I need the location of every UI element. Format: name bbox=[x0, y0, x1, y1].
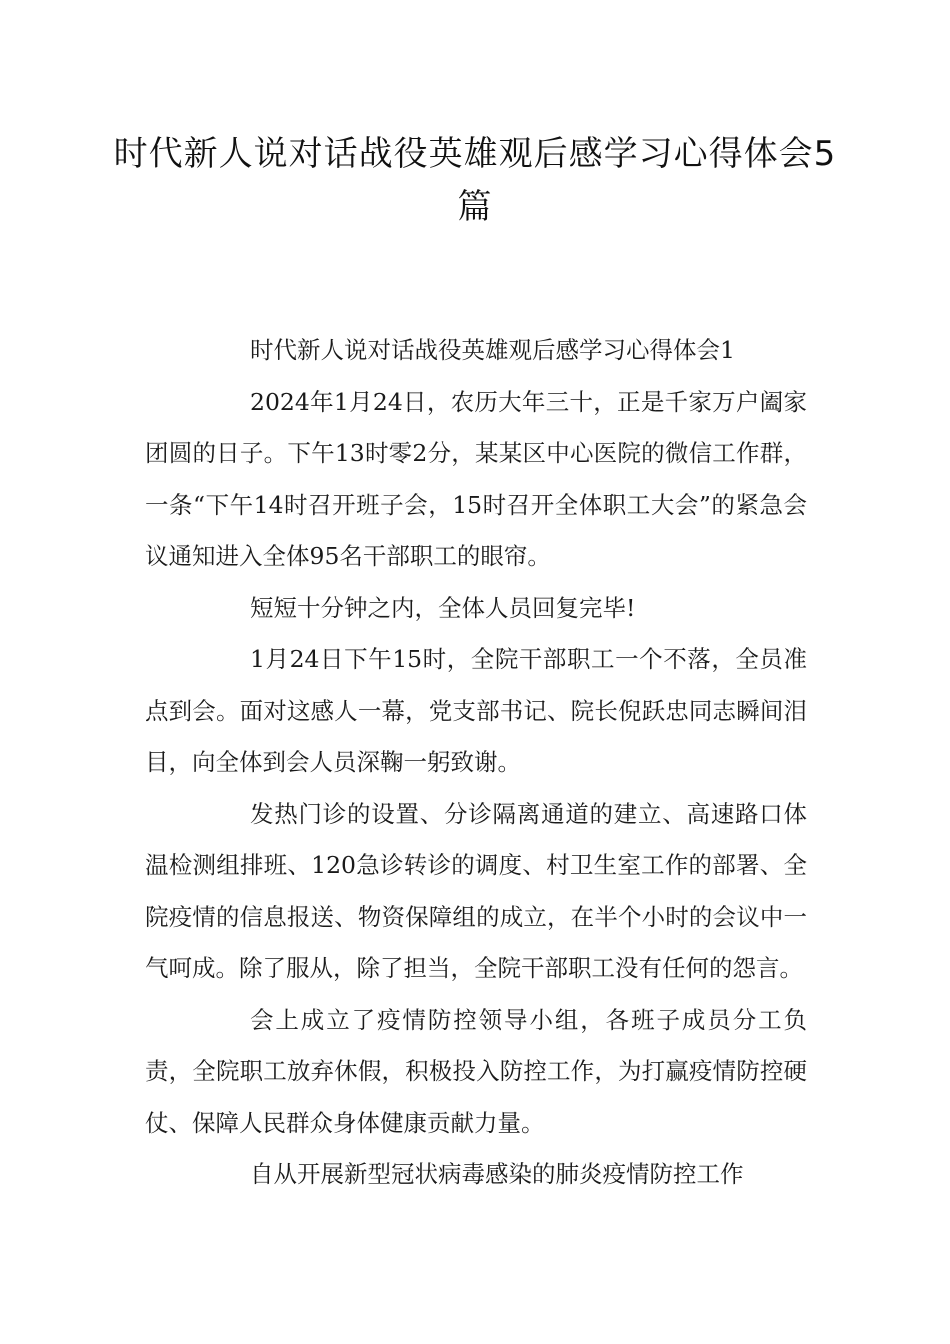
section-heading: 时代新人说对话战役英雄观后感学习心得体会1 bbox=[250, 336, 735, 364]
body-paragraph: 2024年1月24日，农历大年三十，正是千家万户阖家团圆的日子。下午13时零2分，某某区中心医院的微信工作群，一条“下午14时召开班子会，15时召开全体职工大会”的紧急会议通知进入全体95名干部职工的眼帘。 bbox=[145, 387, 807, 570]
body-paragraph: 会上成立了疫情防控领导小组，各班子成员分工负责，全院职工放弃休假，积极投入防控工作，为打赢疫情防控硬仗、保障人民群众身体健康贡献力量。 bbox=[145, 1005, 807, 1137]
body-paragraph: 发热门诊的设置、分诊隔离通道的建立、高速路口体温检测组排班、120急诊转诊的调度、村卫生室工作的部署、全院疫情的信息报送、物资保障组的成立，在半个小时的会议中一气呵成。除了服从，除了担当，全院干部职工没有任何的怨言。 bbox=[145, 799, 807, 982]
body-paragraph: 1月24日下午15时，全院干部职工一个不落，全员准点到会。面对这感人一幕，党支部书记、院长倪跃忠同志瞬间泪目，向全体到会人员深鞠一躬致谢。 bbox=[145, 645, 807, 776]
document-title: 时代新人说对话战役英雄观后感学习心得体会5篇 bbox=[113, 134, 837, 227]
body-paragraph: 自从开展新型冠状病毒感染的肺炎疫情防控工作 bbox=[250, 1160, 744, 1188]
document-body bbox=[145, 325, 807, 1201]
body-paragraph: 短短十分钟之内，全体人员回复完毕! bbox=[250, 593, 636, 622]
